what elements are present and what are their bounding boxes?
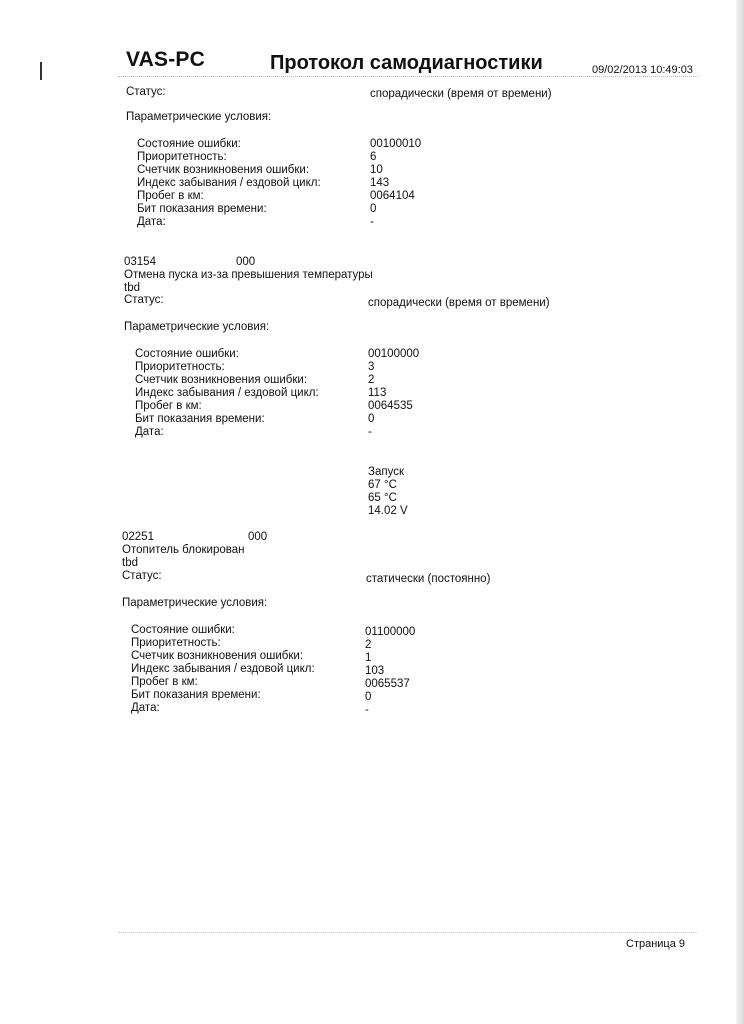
row-label: Индекс забывания / ездовой цикл: — [135, 387, 319, 399]
fault-description: Отмена пуска из-за превышения температуры — [124, 269, 373, 281]
row-value: 2 — [368, 374, 375, 386]
row-label: Состояние ошибки: — [131, 624, 235, 636]
status-value: статически (постоянно) — [366, 573, 491, 585]
fault-note: tbd — [122, 557, 138, 569]
row-label: Пробег в км: — [135, 400, 202, 412]
params-label: Параметрические условия: — [124, 321, 270, 333]
row-label: Счетчик возникновения ошибки: — [137, 164, 310, 176]
fault-subcode: 000 — [236, 256, 256, 268]
page-number: Страница 9 — [626, 938, 686, 950]
row-label: Бит показания времени: — [131, 689, 261, 701]
row-value: 2 — [365, 639, 372, 651]
scan-mark — [40, 62, 42, 80]
row-label: Дата: — [137, 216, 166, 228]
row-value: 0 — [370, 203, 377, 215]
fault-subcode: 000 — [248, 531, 268, 543]
page-title: Протокол самодиагностики — [270, 52, 543, 74]
row-label: Пробег в км: — [137, 190, 204, 202]
row-value: - — [368, 426, 372, 438]
row-label: Счетчик возникновения ошибки: — [135, 374, 308, 386]
row-label: Приоритетность: — [131, 637, 221, 649]
fault-code: 02251 — [122, 531, 154, 543]
row-label: Счетчик возникновения ошибки: — [131, 650, 304, 662]
row-label: Бит показания времени: — [137, 203, 267, 215]
status-label: Статус: — [122, 570, 162, 582]
header-divider — [118, 76, 698, 77]
row-label: Приоритетность: — [137, 151, 227, 163]
status-label: Статус: — [126, 86, 166, 98]
extra-value: 65 °C — [368, 492, 397, 504]
logo-text: VAS-PC — [126, 48, 205, 71]
row-label: Дата: — [135, 426, 164, 438]
row-value: 10 — [370, 164, 383, 176]
row-value: 0065537 — [365, 678, 410, 690]
timestamp: 09/02/2013 10:49:03 — [592, 64, 693, 76]
row-value: 0 — [365, 691, 372, 703]
row-label: Состояние ошибки: — [135, 348, 239, 360]
row-value: 01100000 — [365, 626, 416, 638]
row-value: 3 — [368, 361, 375, 373]
params-label: Параметрические условия: — [126, 111, 272, 123]
row-value: 103 — [365, 665, 385, 677]
row-value: 143 — [370, 177, 390, 189]
row-label: Приоритетность: — [135, 361, 225, 373]
row-label: Индекс забывания / ездовой цикл: — [131, 663, 315, 675]
row-value: - — [365, 704, 369, 716]
scan-edge — [736, 0, 744, 1024]
row-label: Бит показания времени: — [135, 413, 265, 425]
row-label: Дата: — [131, 702, 160, 714]
status-value: спорадически (время от времени) — [370, 88, 552, 100]
row-label: Пробег в км: — [131, 676, 198, 688]
fault-code: 03154 — [124, 256, 156, 268]
row-value: 00100010 — [370, 138, 422, 150]
status-value: спорадически (время от времени) — [368, 297, 550, 309]
row-value: 6 — [370, 151, 377, 163]
fault-description: Отопитель блокирован — [122, 544, 245, 556]
row-value: 0064535 — [368, 400, 413, 412]
params-label: Параметрические условия: — [122, 597, 268, 609]
footer-divider — [118, 932, 698, 933]
row-value: 00100000 — [368, 348, 420, 360]
extra-value: 67 °C — [368, 479, 397, 491]
row-value: 0 — [368, 413, 375, 425]
extra-value: 14.02 V — [368, 505, 408, 517]
extra-value: Запуск — [368, 466, 404, 478]
row-value: - — [370, 216, 374, 228]
row-label: Состояние ошибки: — [137, 138, 241, 150]
row-value: 0064104 — [370, 190, 415, 202]
row-value: 1 — [365, 652, 372, 664]
row-value: 113 — [368, 387, 387, 399]
row-label: Индекс забывания / ездовой цикл: — [137, 177, 321, 189]
fault-note: tbd — [124, 282, 140, 294]
status-label: Статус: — [124, 294, 164, 306]
